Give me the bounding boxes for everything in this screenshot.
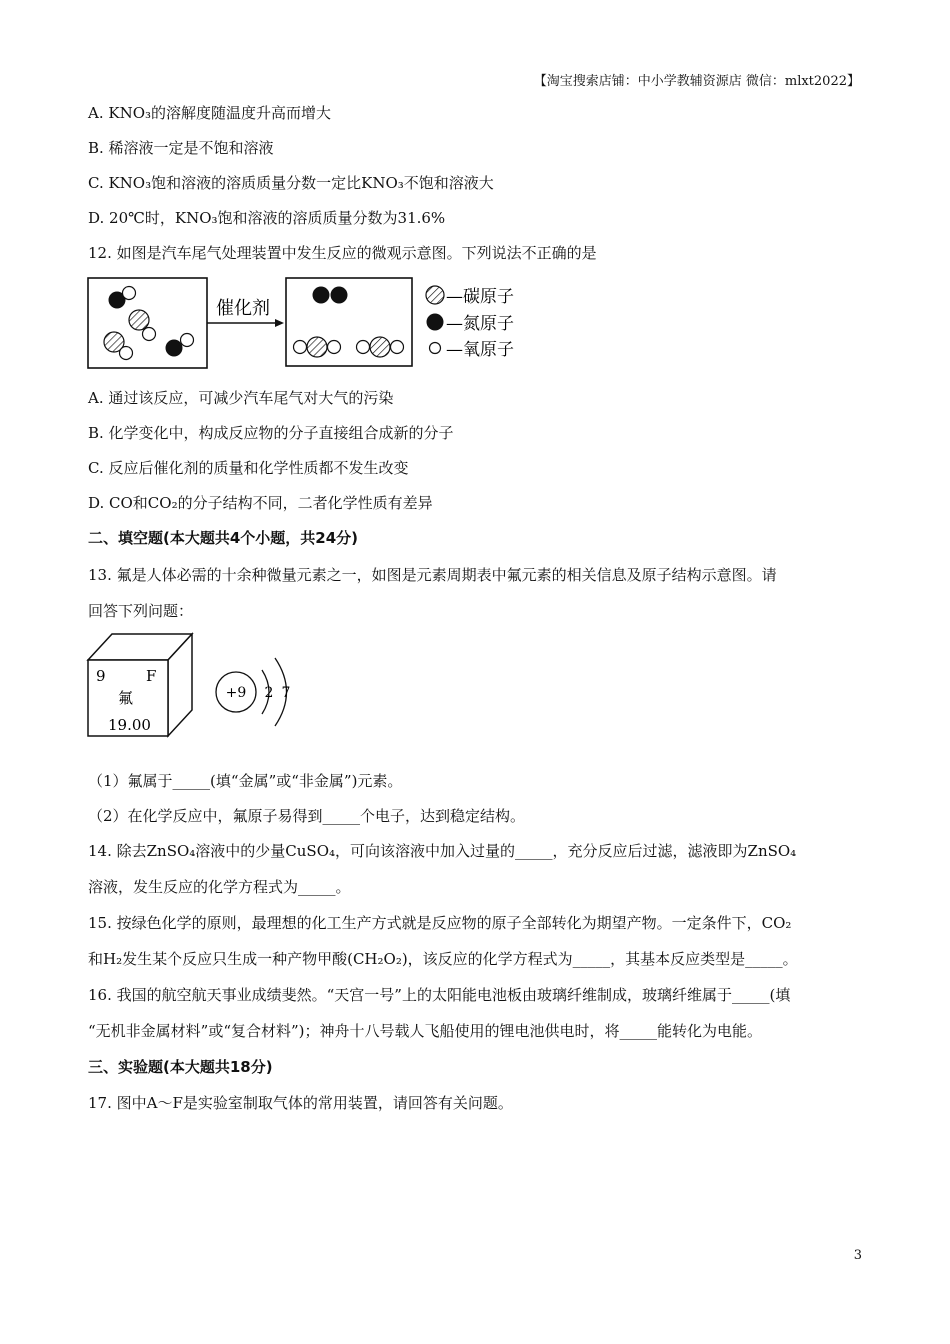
reaction-diagram — [86, 272, 536, 372]
question-16: 16. 我国的航空航天事业成绩斐然。“天宫一号”上的太阳能电池板由玻璃纤维制成，玻璃纤维属于_____(填 — [88, 986, 791, 1004]
option-11b: B. 稀溶液一定是不饱和溶液 — [88, 139, 274, 157]
option-11c: C. KNO₃饱和溶液的溶质质量分数一定比KNO₃不饱和溶液大 — [88, 174, 494, 192]
atomic-mass: 19.00 — [108, 716, 151, 734]
shell-1-electrons: 2 — [264, 685, 274, 701]
page-header: 【淘宝搜索店铺：中小学教辅资源店 微信：mlxt2022】 — [533, 74, 860, 89]
legend-nitrogen: —氮原子 — [446, 314, 514, 334]
shell-2-electrons: 7 — [281, 685, 291, 701]
question-12: 12. 如图是汽车尾气处理装置中发生反应的微观示意图。下列说法不正确的是 — [88, 244, 597, 262]
catalyst-label: 催化剂 — [216, 298, 270, 319]
option-11a: A. KNO₃的溶解度随温度升高而增大 — [88, 104, 332, 122]
option-12d: D. CO和CO₂的分子结构不同，二者化学性质有差异 — [88, 494, 433, 512]
question-13-2: （2）在化学反应中，氟原子易得到_____个电子，达到稳定结构。 — [88, 807, 526, 825]
question-15: 15. 按绿色化学的原则，最理想的化工生产方式就是反应物的原子全部转化为期望产物。一定条件下，CO₂ — [88, 914, 792, 932]
question-17: 17. 图中A～F是实验室制取气体的常用装置，请回答有关问题。 — [88, 1094, 513, 1112]
nitrogen-legend-icon — [427, 314, 444, 331]
section-3-heading: 三、实验题(本大题共18分) — [88, 1058, 273, 1076]
question-14: 14. 除去ZnSO₄溶液中的少量CuSO₄，可向该溶液中加入过量的_____，充分反应后过滤，滤液即为ZnSO₄ — [88, 842, 797, 860]
question-13-cont: 回答下列问题： — [88, 602, 194, 620]
oxygen-legend-icon — [430, 343, 441, 354]
option-12c: C. 反应后催化剂的质量和化学性质都不发生改变 — [88, 459, 409, 477]
question-15-cont: 和H₂发生某个反应只生成一种产物甲酸(CH₂O₂)，该反应的化学方程式为_____，其基本反应类型是_____。 — [88, 950, 798, 968]
option-12b: B. 化学变化中，构成反应物的分子直接组合成新的分子 — [88, 424, 454, 442]
question-13-1: （1）氟属于_____(填“金属”或“非金属”)元素。 — [88, 772, 403, 790]
page-number: 3 — [853, 1248, 862, 1263]
question-13: 13. 氟是人体必需的十余种微量元素之一，如图是元素周期表中氟元素的相关信息及原子结构示意图。请 — [88, 566, 777, 584]
option-11d: D. 20℃时，KNO₃饱和溶液的溶质质量分数为31.6% — [88, 209, 446, 227]
element-name: 氟 — [118, 689, 134, 707]
atomic-number: 9 — [96, 667, 106, 685]
legend-oxygen: —氧原子 — [446, 340, 514, 360]
section-2-heading: 二、填空题(本大题共4个小题，共24分) — [88, 529, 359, 547]
fluorine-figure — [86, 630, 306, 740]
element-symbol: F — [146, 667, 157, 685]
nuclear-charge: +9 — [225, 685, 247, 701]
question-16-cont: “无机非金属材料”或“复合材料”)；神舟十八号载人飞船使用的锂电池供电时，将_____能转化为电能。 — [88, 1022, 763, 1040]
option-12a: A. 通过该反应，可减少汽车尾气对大气的污染 — [88, 389, 394, 407]
carbon-legend-icon — [426, 286, 444, 304]
question-14-cont: 溶液，发生反应的化学方程式为_____。 — [88, 878, 351, 896]
legend-carbon: —碳原子 — [446, 287, 514, 307]
